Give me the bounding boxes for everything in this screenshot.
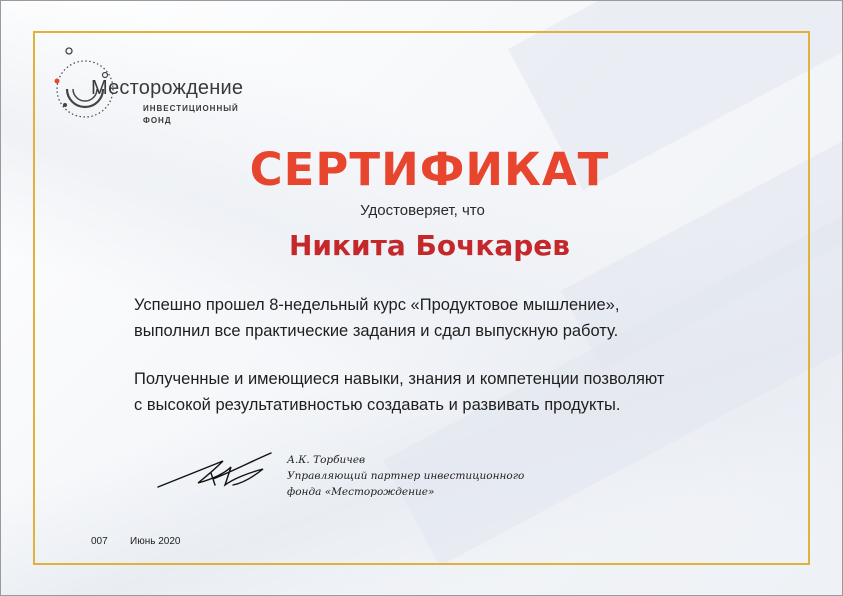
logo (53, 45, 243, 131)
paragraph-line: с высокой результативностью создавать и развивать продукты. (134, 396, 621, 414)
paragraph-line: Полученные и имеющиеся навыки, знания и компетенции позволяют (134, 370, 665, 388)
signer-role: фонда «Месторождение» (287, 486, 435, 498)
paragraph-line: Успешно прошел 8-недельный курс «Продуктовое мышление», (134, 296, 620, 314)
logo-subtitle-line: ФОНД (143, 116, 172, 125)
certifies-text: Удостоверяет, что (360, 202, 485, 219)
certificate-number: 007 (91, 536, 108, 547)
signer-name: А.К. Торбичев (287, 454, 366, 466)
certificate-title: СЕРТИФИКАТ (249, 143, 610, 196)
paragraph-line: выполнил все практические задания и сдал выпускную работу. (134, 322, 619, 340)
certificate-date: Июнь 2020 (130, 536, 181, 547)
logo-subtitle (143, 103, 243, 127)
logo-subtitle-line: ИНВЕСТИЦИОННЫЙ (143, 104, 239, 113)
skills-paragraph (134, 366, 754, 418)
signer-block (287, 452, 547, 500)
course-paragraph (134, 292, 754, 344)
recipient-name: Никита Бочкарев (289, 229, 570, 262)
logo-name: Месторождение (91, 77, 244, 99)
signer-role: Управляющий партнер инвестиционного (287, 470, 525, 482)
signature-image (153, 449, 278, 494)
